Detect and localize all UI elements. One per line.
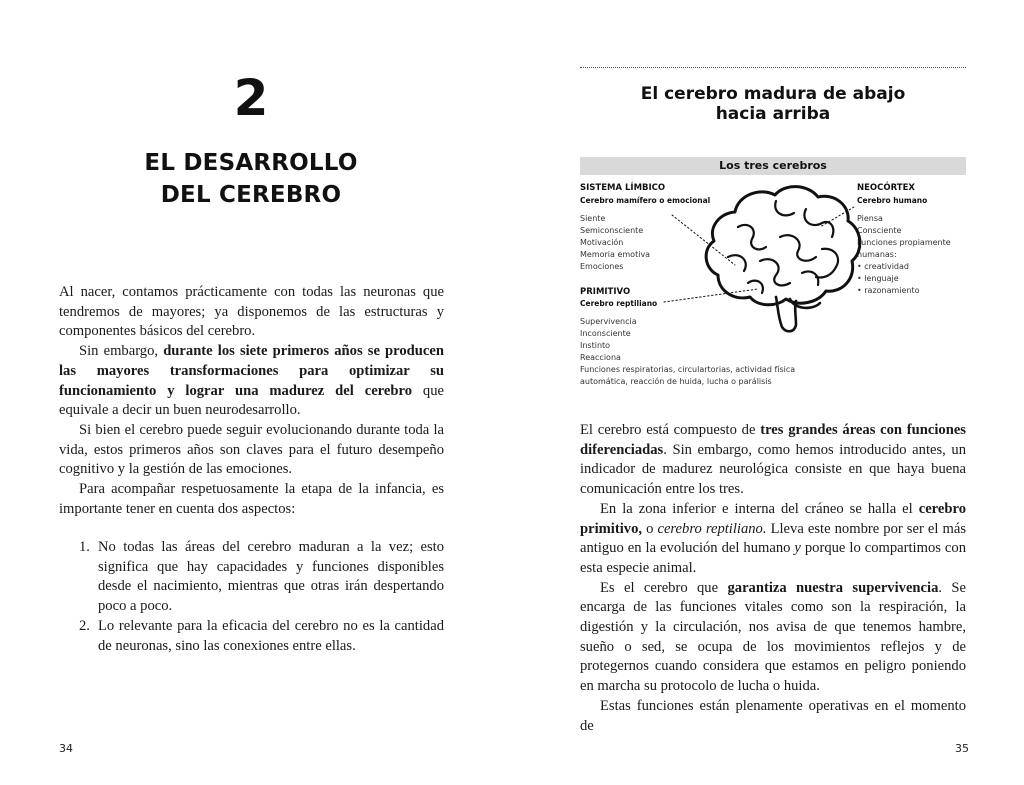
limbic-connector xyxy=(672,215,735,265)
primitive-item: Inconsciente xyxy=(580,329,631,338)
paragraph: Al nacer, contamos prácticamente con todas las neuronas que tendremos de mayores; ya disponemos de las estructuras y componentes básicos del cerebro. xyxy=(59,284,444,340)
limbic-item: Siente xyxy=(580,214,606,223)
chapter-number: 2 xyxy=(233,69,269,127)
text-run: Estas funciones están plenamente operativas en el momento de xyxy=(580,697,966,734)
limbic-item: Motivación xyxy=(580,238,624,247)
right-page xyxy=(512,0,1024,785)
limbic-subtitle: Cerebro mamífero o emocional xyxy=(580,196,711,205)
list-item-text: Lo relevante para la eficacia del cerebro no es la cantidad de neuronas, sino las conexiones entre ellas. xyxy=(98,617,444,654)
list-number: 2. xyxy=(79,617,90,634)
italic-text: cerebro reptiliano. xyxy=(657,520,767,537)
paragraph xyxy=(580,421,966,500)
neocortex-item: humanas: xyxy=(857,250,897,259)
limbic-title: SISTEMA LÍMBICO xyxy=(580,183,666,193)
list-item xyxy=(59,538,444,617)
text-run: Lleva este nombre por ser el más antiguo en la evolución del humano xyxy=(580,520,966,557)
primitive-item: Instinto xyxy=(580,341,611,350)
chapter-title-line: DEL CEREBRO xyxy=(160,182,342,208)
paragraph: Si bien el cerebro puede seguir evolucionando durante toda la vida, estos primeros años son claves para el futuro desempeño cognitivo y la gestión de las emociones. xyxy=(59,421,444,478)
primitive-item: Supervivencia xyxy=(580,317,637,326)
text-run: . Se encarga de las funciones vitales como son la respiración, la digestión y la circulación, nos avisa de que tenemos hambre, sueño o sed, se ocupa de los movimientos reflejos y de protegernos cuando considera que estamos en peligro poniendo en marcha su protocolo de lucha o huida. xyxy=(580,579,966,695)
page-number-left: 34 xyxy=(59,742,73,755)
neocortex-item: Piensa xyxy=(857,214,883,223)
neocortex-item: • lenguaje xyxy=(857,274,899,283)
section-title-line: hacia arriba xyxy=(715,104,831,124)
limbic-item: Emociones xyxy=(580,262,624,271)
italic-text: y xyxy=(794,540,801,557)
bold-text: garantiza nuestra supervivencia xyxy=(727,579,939,596)
neocortex-subtitle: Cerebro humano xyxy=(857,196,928,205)
list-number: 1. xyxy=(79,539,90,555)
text-run: . Sin embargo, como hemos introducido antes, un indicador de madurez neurológica consiste en que haya buena comunicación entre los tres. xyxy=(580,441,966,498)
neocortex-item: Consciente xyxy=(857,226,902,235)
neocortex-item: Funciones propiamente xyxy=(857,238,951,247)
text-run: Es el cerebro que xyxy=(600,579,728,596)
dotted-divider xyxy=(580,67,966,68)
paragraph: Sin embargo, durante los siete primeros años se producen las mayores transformaciones para optimizar su funcionamiento y lograr una madurez del cerebro que equivale a decir un buen neurodesarrollo. xyxy=(59,343,444,419)
diagram-header: Los tres cerebros xyxy=(580,157,966,175)
brain-icon xyxy=(580,157,966,397)
chapter-title-line: EL DESARROLLO xyxy=(144,150,358,176)
text-run: o xyxy=(642,520,658,537)
text-run: En la zona inferior e interna del cráneo se halla el xyxy=(600,500,919,517)
primitive-item: Reacciona xyxy=(580,353,621,362)
limbic-item: Memoria emotiva xyxy=(580,250,651,259)
right-body-text xyxy=(580,421,966,736)
chapter-title xyxy=(0,147,502,211)
list-item xyxy=(59,617,444,656)
numbered-list xyxy=(59,538,444,656)
paragraph xyxy=(580,500,966,579)
text-run: El cerebro está compuesto de xyxy=(580,422,761,438)
paragraph xyxy=(580,579,966,697)
list-item-text: No todas las áreas del cerebro maduran a la vez; esto significa que hay capacidades y funciones disponibles desde el nacimiento, mientras que otras irán despertando poco a poco. xyxy=(98,539,444,615)
primitive-connector xyxy=(664,289,758,302)
section-title-line: El cerebro madura de abajo xyxy=(640,84,906,104)
limbic-item: Semiconsciente xyxy=(580,226,644,235)
bold-text: cerebro primitivo, xyxy=(580,500,966,537)
bold-text: tres grandes áreas con funciones diferenciadas xyxy=(580,422,966,458)
left-body-text xyxy=(59,283,444,519)
section-title xyxy=(580,84,966,124)
three-brains-diagram xyxy=(580,157,966,397)
primitive-item: Funciones respiratorias, circulartorias, actividad física xyxy=(580,365,796,374)
neocortex-item: • razonamiento xyxy=(857,286,920,295)
text-run: porque lo compartimos con esta especie animal. xyxy=(580,540,966,576)
primitive-item: automática, reacción de huida, lucha o parálisis xyxy=(580,377,772,386)
primitive-title: PRIMITIVO xyxy=(580,287,631,297)
paragraph xyxy=(580,697,966,736)
page-number-right: 35 xyxy=(955,742,969,755)
neocortex-item: • creatividad xyxy=(857,262,909,271)
paragraph: Para acompañar respetuosamente la etapa de la infancia, es importante tener en cuenta dos aspectos: xyxy=(59,481,444,517)
neocortex-title: NEOCÓRTEX xyxy=(857,183,915,193)
primitive-subtitle: Cerebro reptiliano xyxy=(580,299,658,308)
